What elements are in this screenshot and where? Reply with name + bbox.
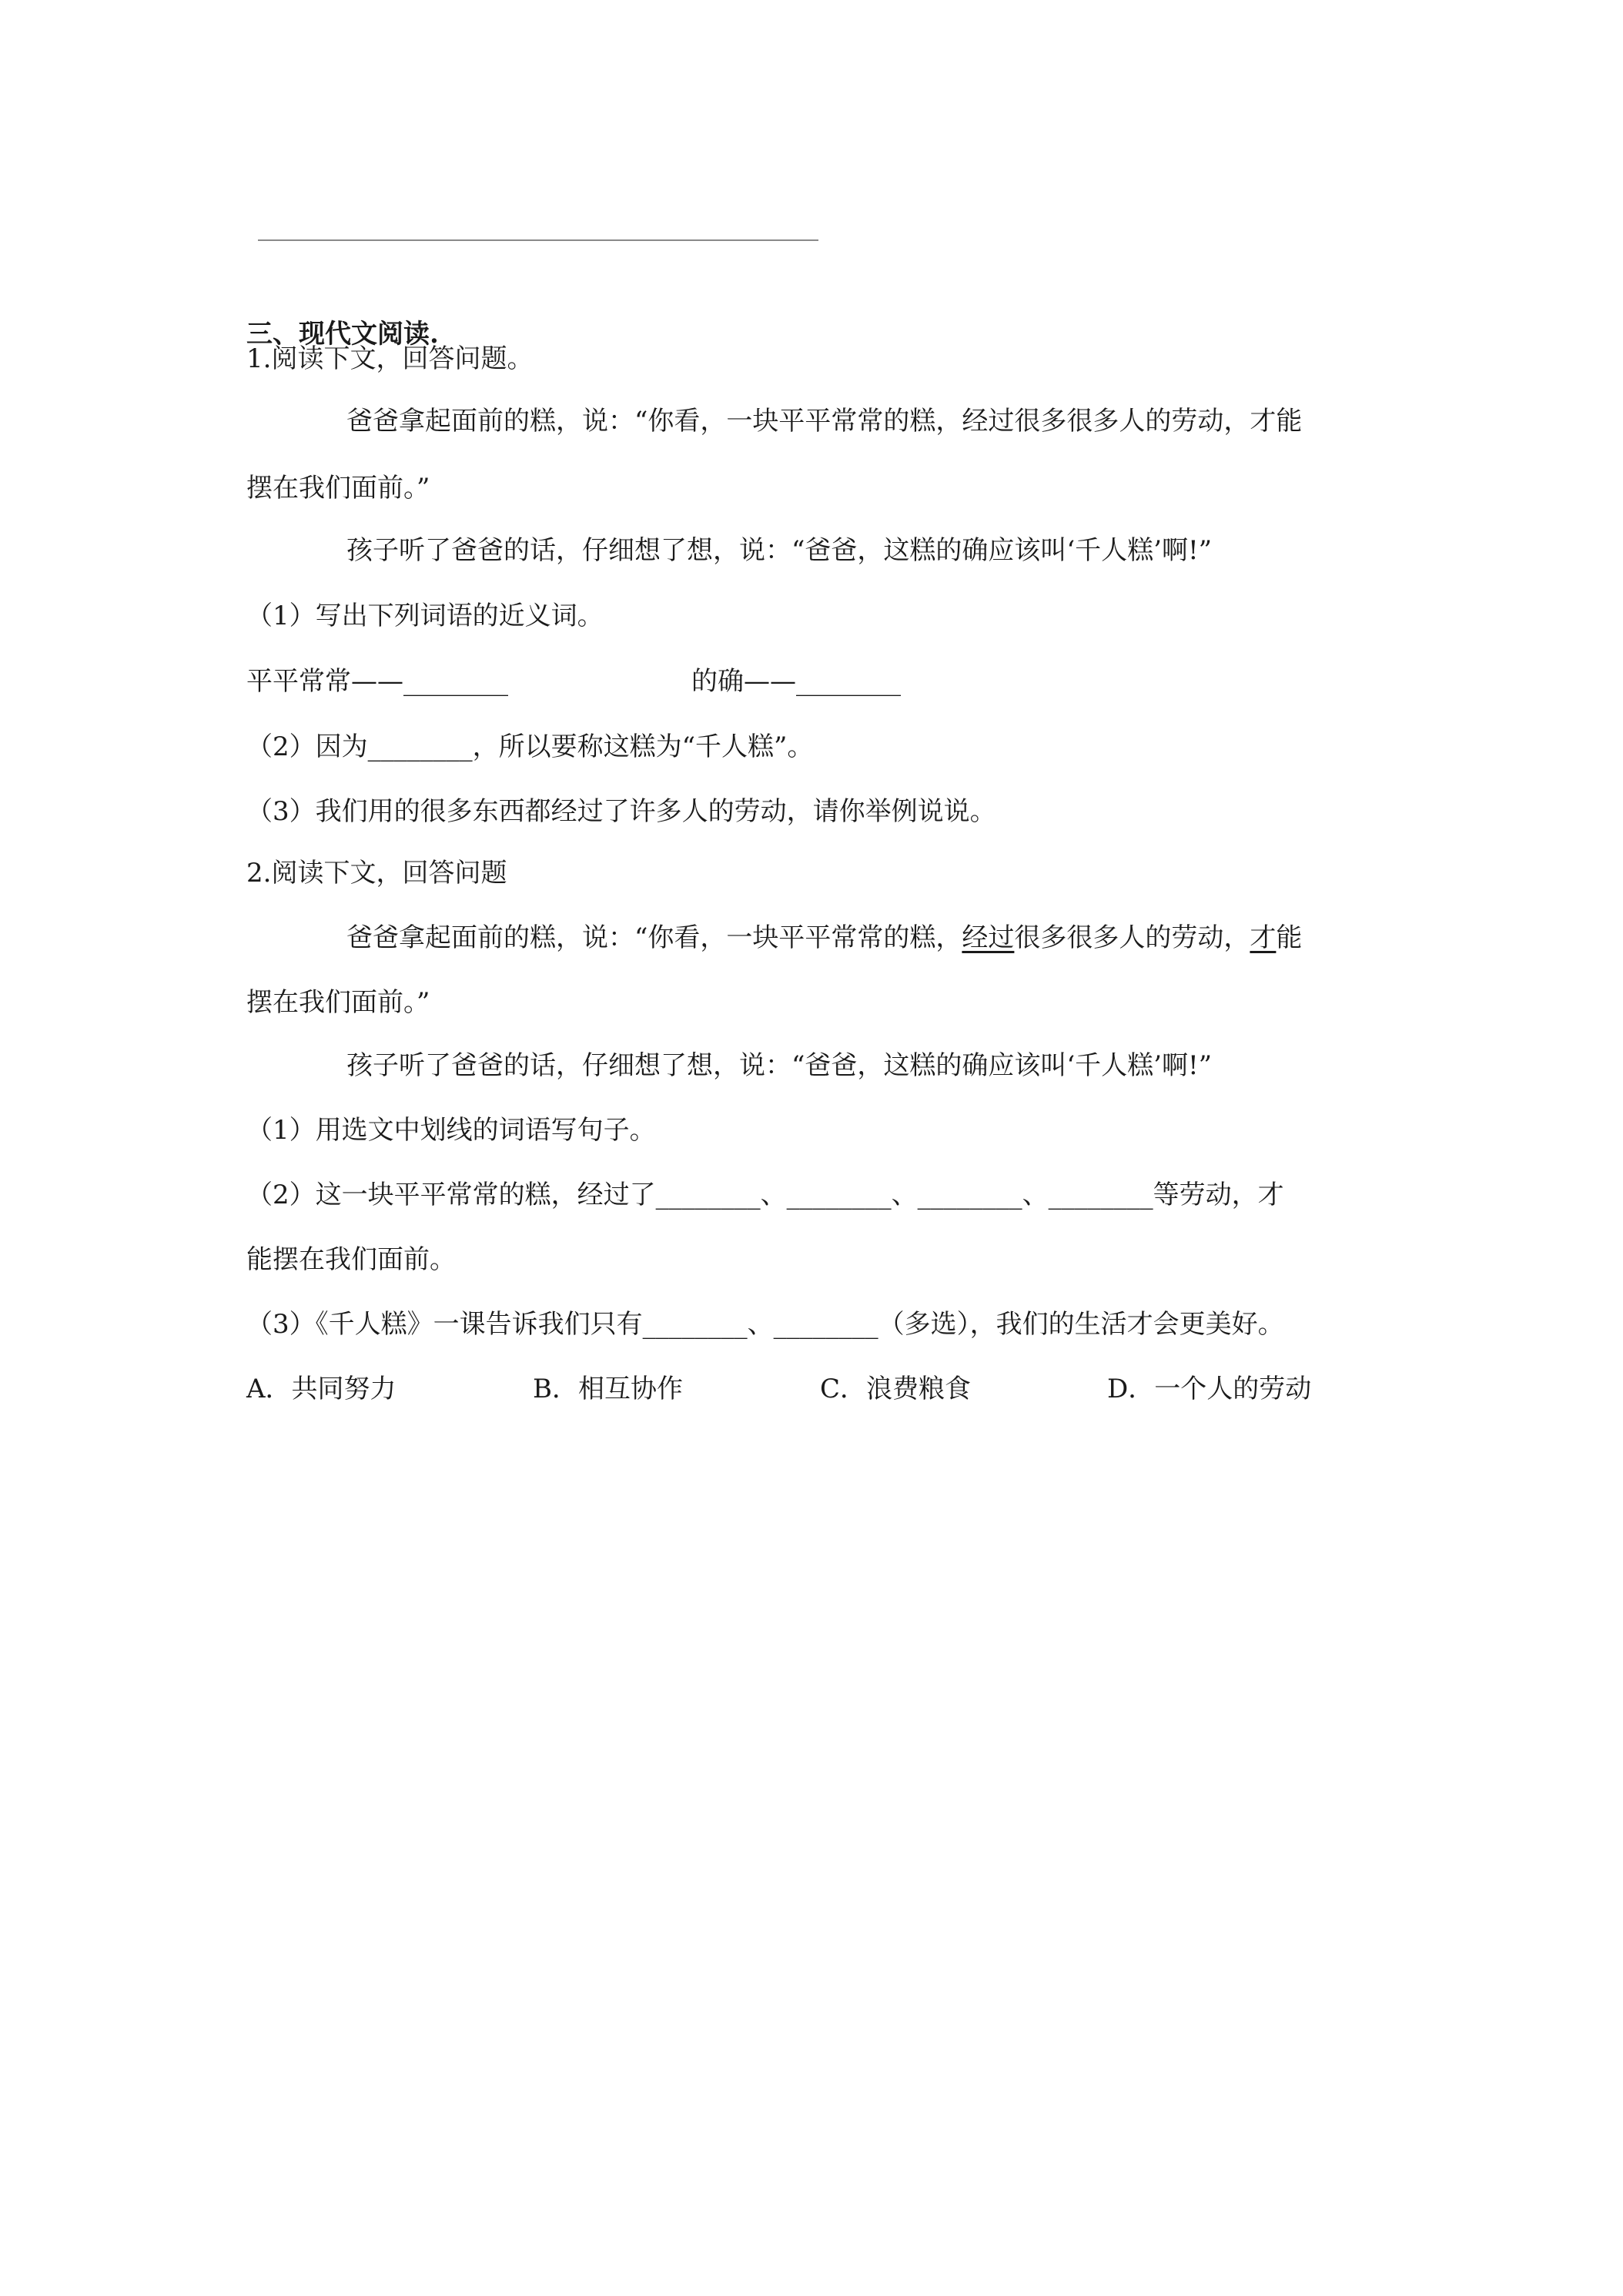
- q1-passage-line-3: 孩子听了爸爸的话，仔细想了想，说：“爸爸，这糕的确应该叫‘千人糕’啊!”: [346, 535, 1213, 566]
- q2-sub2-line-2: 能摆在我们面前。: [246, 1244, 456, 1275]
- q1-prompt: 1.阅读下文，回答问题。: [246, 343, 534, 374]
- q1-passage-line-1: 爸爸拿起面前的糕，说：“你看，一块平平常常的糕，经过很多很多人的劳动，才能: [346, 406, 1303, 437]
- q1-synonym-b: 的确——________: [691, 666, 901, 697]
- underlined-word-jingguo: 经过: [962, 922, 1015, 953]
- q1-sub1: （1）写出下列词语的近义词。: [246, 601, 604, 631]
- q2-passage-text-a: 爸爸拿起面前的糕，说：“你看，一块平平常常的糕，: [346, 922, 962, 953]
- q2-prompt: 2.阅读下文，回答问题: [246, 858, 507, 889]
- underlined-word-cai: 才: [1250, 922, 1277, 953]
- q2-passage-line-3: 孩子听了爸爸的话，仔细想了想，说：“爸爸，这糕的确应该叫‘千人糕’啊!”: [346, 1050, 1213, 1081]
- section-heading: 三、现代文阅读.: [246, 319, 439, 350]
- q2-passage-line-1: [346, 921, 1302, 955]
- option-b: B．相互协作: [533, 1374, 683, 1404]
- q2-passage-text-b: 很多很多人的劳动，: [1014, 922, 1250, 953]
- q2-sub1: （1）用选文中划线的词语写句子。: [246, 1115, 656, 1146]
- q2-passage-text-c: 能: [1276, 922, 1303, 953]
- q1-synonym-a: 平平常常——________: [246, 666, 508, 697]
- option-c: C．浪费粮食: [820, 1374, 972, 1404]
- answer-line-divider: [258, 239, 818, 241]
- q2-passage-line-2: 摆在我们面前。”: [246, 987, 430, 1018]
- q2-sub3: （3）《千人糕》一课告诉我们只有________、________（多选），我们的生活才会更美好。: [246, 1309, 1284, 1340]
- option-a: A．共同努力: [246, 1374, 397, 1404]
- q1-sub3: （3）我们用的很多东西都经过了许多人的劳动，请你举例说说。: [246, 796, 996, 827]
- q1-passage-line-2: 摆在我们面前。”: [246, 473, 430, 504]
- option-d: D．一个人的劳动: [1107, 1374, 1312, 1404]
- q2-options: [246, 1372, 1401, 1406]
- q2-sub2-line-1: （2）这一块平平常常的糕，经过了________、________、________、________等劳动，才: [246, 1180, 1284, 1210]
- q1-sub2: （2）因为________，所以要称这糕为“千人糕”。: [246, 731, 814, 762]
